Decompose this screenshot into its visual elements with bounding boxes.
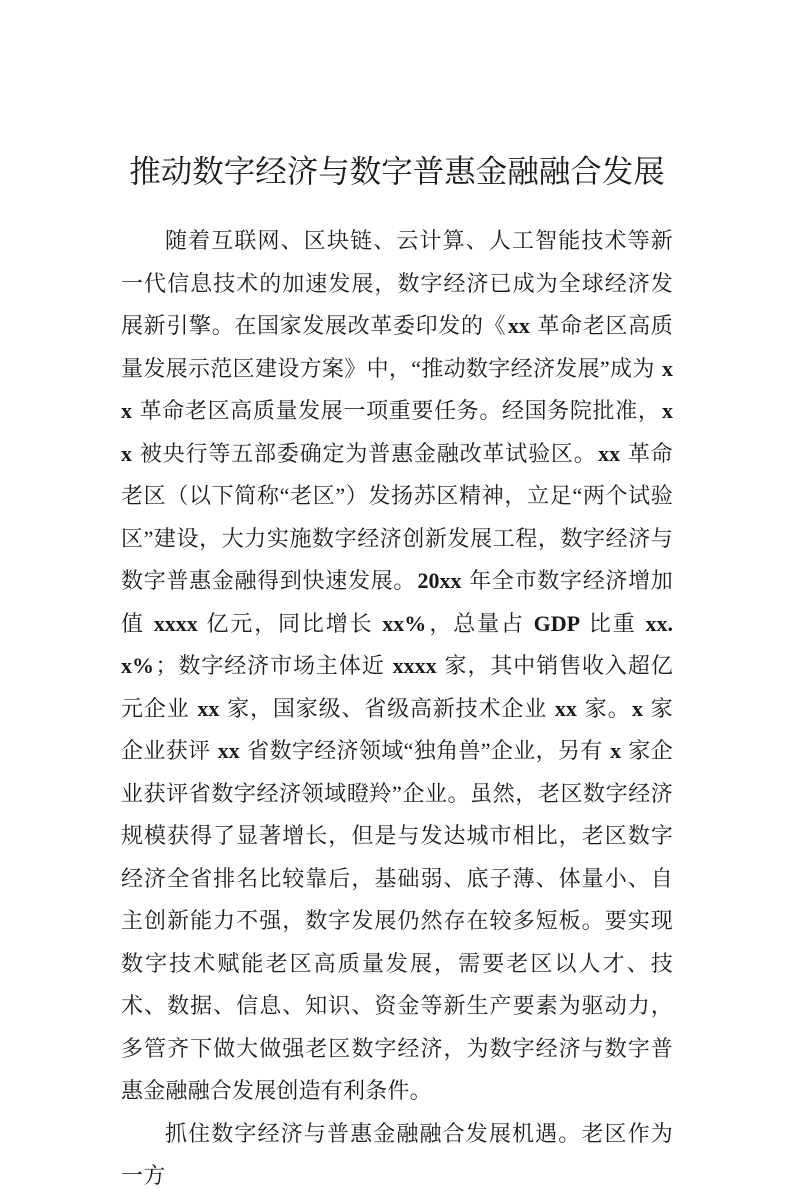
paragraph-1: 随着互联网、区块链、云计算、人工智能技术等新一代信息技术的加速发展，数字经济已成为全球经济发展新引擎。在国家发展改革委印发的《xx 革命老区高质量发展示范区建设方案》中，“推动数字经济发展”成为 xx 革命老区高质量发展一项重要任务。经国务院批准，xx 被央行等五部委确定为普惠金融改革试验区。xx 革命老区（以下简称“老区”）发扬苏区精神，立足“两个试验区”建设，大力实施数字经济创新发展工程，数字经济与数字普惠金融得到快速发展。20xx 年全市数字经济增加值 xxxx 亿元，同比增长 xx%，总量占 GDP 比重 xx.x%；数字经济市场主体近 xxxx 家，其中销售收入超亿元企业 xx 家，国家级、省级高新技术企业 xx 家。x 家企业获评 xx 省数字经济领域“独角兽”企业，另有 x 家企业获评省数字经济领域瞪羚”企业。虽然，老区数字经济规模获得了显著增长，但是与发达城市相比，老区数字经济全省排名比较靠后，基础弱、底子薄、体量小、自主创新能力不强，数字发展仍然存在较多短板。要实现数字技术赋能老区高质量发展，需要老区以人才、技术、数据、信息、知识、资金等新生产要素为驱动力，多管齐下做大做强老区数字经济，为数字经济与数字普惠金融融合发展创造有利条件。: [121, 228, 674, 1103]
document-content: [121, 220, 673, 1198]
paragraph-2: 抓住数字经济与普惠金融融合发展机遇。老区作为一方: [121, 1120, 673, 1188]
document-text-column: [121, 0, 674, 1188]
page-title: 推动数字经济与数字普惠金融融合发展: [129, 154, 665, 190]
